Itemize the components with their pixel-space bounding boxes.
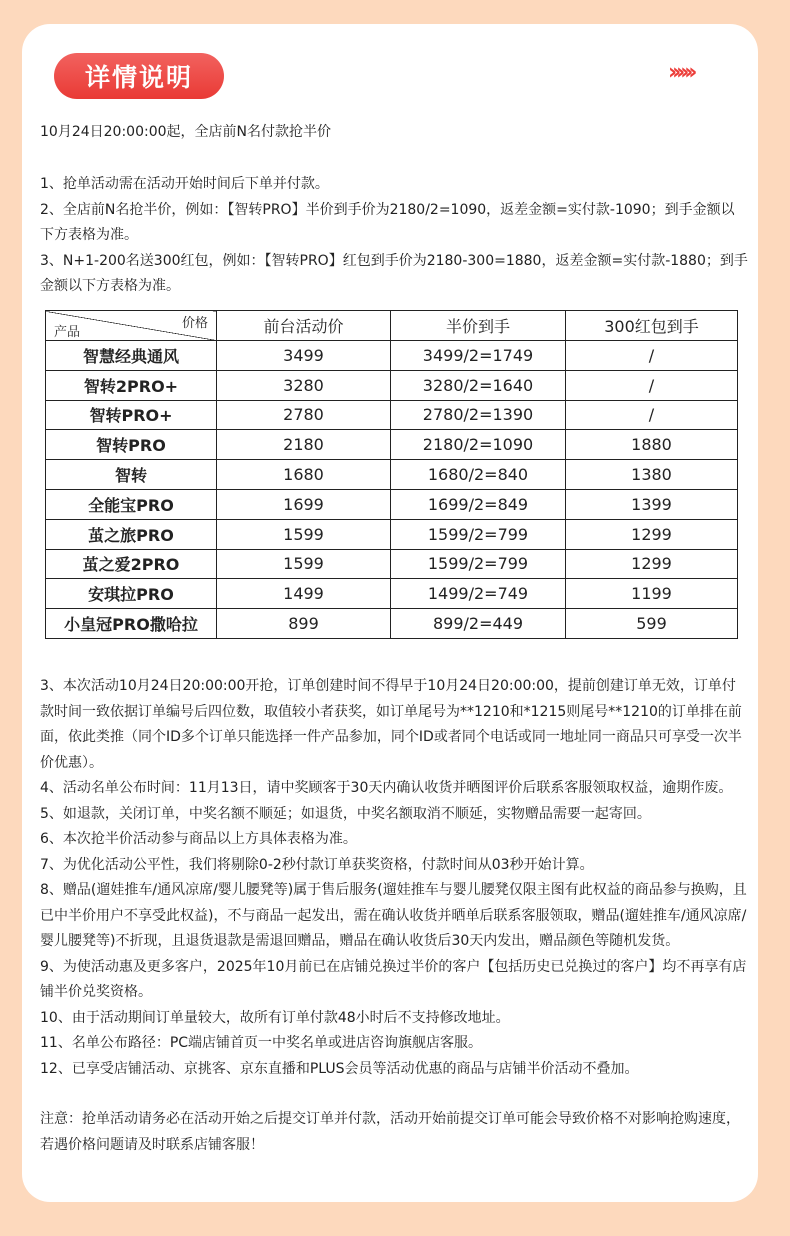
rule-item: 5、如退款，关闭订单，中奖名额不顺延；如退货，中奖名额取消不顺延，实物赠品需要一起寄回。 xyxy=(40,805,651,822)
product-name-cell: 小皇冠PRO撒哈拉 xyxy=(46,609,217,639)
rule-item: 4、活动名单公布时间：11月13日，请中奖顾客于30天内确认收货并晒图评价后联系客服领取权益，逾期作废。 xyxy=(40,780,733,796)
price-cell: 1599/2=799 xyxy=(391,519,566,549)
price-cell: / xyxy=(566,370,738,400)
table-row xyxy=(46,430,738,460)
column-header: 半价到手 xyxy=(391,311,566,341)
rule-item: 10、由于活动期间订单量较大，故所有订单付款48小时后不支持修改地址。 xyxy=(40,1009,510,1026)
product-name-cell: 茧之旅PRO xyxy=(46,519,217,549)
table-row xyxy=(46,489,738,519)
product-name-cell: 智转PRO+ xyxy=(46,400,217,430)
rules-top xyxy=(40,172,748,300)
rule-item: 2、全店前N名抢半价，例如：【智转PRO】半价到手价为2180/2=1090，返差金额=实付款-1090；到手金额以下方表格为准。 xyxy=(40,201,735,243)
price-cell: 899 xyxy=(217,609,391,639)
table-row xyxy=(46,549,738,579)
table-row xyxy=(46,609,738,639)
price-cell: 1599 xyxy=(217,519,391,549)
intro-text: 10月24日20:00:00起，全店前N名付款抢半价 xyxy=(40,124,331,140)
rule-item: 3、N+1-200名送300红包，例如：【智转PRO】红包到手价为2180-300=1880，返差金额=实付款-1880；到手金额以下方表格为准。 xyxy=(40,252,748,294)
price-cell: 3499/2=1749 xyxy=(391,341,566,371)
price-table xyxy=(45,310,738,639)
column-header: 前台活动价 xyxy=(217,311,391,341)
price-cell: 1680/2=840 xyxy=(391,460,566,490)
chevrons-icon: ›››››› xyxy=(668,60,693,85)
price-cell: 1680 xyxy=(217,460,391,490)
table-row xyxy=(46,341,738,371)
product-name-cell: 智转 xyxy=(46,460,217,490)
table-row xyxy=(46,460,738,490)
table-row xyxy=(46,400,738,430)
price-cell: 1699 xyxy=(217,489,391,519)
price-cell: 1699/2=849 xyxy=(391,489,566,519)
price-cell: 1199 xyxy=(566,579,738,609)
rule-item: 6、本次抢半价活动参与商品以上方具体表格为准。 xyxy=(40,831,357,847)
rule-item: 11、名单公布路径：PC端店铺首页一中奖名单或进店咨询旗舰店客服。 xyxy=(40,1035,483,1051)
rule-item: 9、为使活动惠及更多客户，2025年10月前已在店铺兑换过半价的客户【包括历史已兑换过的客户】均不再享有店铺半价兑奖资格。 xyxy=(40,958,747,1000)
table-row xyxy=(46,519,738,549)
corner-product-label: 产品 xyxy=(54,325,81,340)
price-cell: 1299 xyxy=(566,549,738,579)
price-cell: 1880 xyxy=(566,430,738,460)
price-cell: 1399 xyxy=(566,489,738,519)
price-cell: 2180/2=1090 xyxy=(391,430,566,460)
price-cell: 1380 xyxy=(566,460,738,490)
corner-cell xyxy=(46,311,217,341)
rule-item: 1、抢单活动需在活动开始时间后下单并付款。 xyxy=(40,176,329,192)
rule-item: 3、本次活动10月24日20:00:00开抢，订单创建时间不得早于10月24日20:00:00，提前创建订单无效，订单付款时间一致依据订单编号后四位数，取值较小者获奖，如订单尾号为**1210和*1215则尾号**1210的订单排在前面，依此类推（同个ID多个订单只能选择一件产品参加，同个ID或者同个电话或同一地址同一商品只可享受一次半价优惠）。 xyxy=(40,678,742,771)
price-cell: 3499 xyxy=(217,341,391,371)
product-name-cell: 智转2PRO+ xyxy=(46,370,217,400)
table-row xyxy=(46,579,738,609)
price-cell: 899/2=449 xyxy=(391,609,566,639)
price-cell: 599 xyxy=(566,609,738,639)
price-cell: 1499/2=749 xyxy=(391,579,566,609)
price-cell: 1299 xyxy=(566,519,738,549)
price-cell: 3280 xyxy=(217,370,391,400)
product-name-cell: 智转PRO xyxy=(46,430,217,460)
price-cell: 2780/2=1390 xyxy=(391,400,566,430)
price-cell: 2780 xyxy=(217,400,391,430)
price-cell: 1599/2=799 xyxy=(391,549,566,579)
corner-price-label: 价格 xyxy=(181,316,208,331)
price-cell: 2180 xyxy=(217,430,391,460)
column-header: 300红包到手 xyxy=(566,311,738,341)
product-name-cell: 全能宝PRO xyxy=(46,489,217,519)
table-header-row xyxy=(46,311,738,341)
section-title: 详情说明 xyxy=(54,53,224,99)
price-cell: 1499 xyxy=(217,579,391,609)
rule-item: 7、为优化活动公平性，我们将剔除0-2秒付款订单获奖资格，付款时间从03秒开始计算。 xyxy=(40,856,594,873)
price-cell: / xyxy=(566,341,738,371)
rule-item: 12、已享受店铺活动、京挑客、京东直播和PLUS会员等活动优惠的商品与店铺半价活动不叠加。 xyxy=(40,1060,639,1077)
price-cell: 1599 xyxy=(217,549,391,579)
rule-item: 8、赠品(遛娃推车/通风凉席/婴儿腰凳等)属于售后服务(遛娃推车与婴儿腰凳仅限主图有此权益的商品参与换购，且已中半价用户不享受此权益)，不与商品一起发出，需在确认收货并晒单后联系客服领取，赠品(遛娃推车/通风凉席/婴儿腰凳等)不折现，且退货退款是需退回赠品，赠品在确认收货后30天内发出，赠品颜色等随机发货。 xyxy=(40,882,747,949)
product-name-cell: 智慧经典通风 xyxy=(46,341,217,371)
price-cell: / xyxy=(566,400,738,430)
table-row xyxy=(46,370,738,400)
rules-bottom xyxy=(40,674,748,1158)
note-text: 注意：抢单活动请务必在活动开始之后提交订单并付款，活动开始前提交订单可能会导致价格不对影响抢购速度，若遇价格问题请及时联系店铺客服！ xyxy=(40,1111,740,1153)
product-name-cell: 安琪拉PRO xyxy=(46,579,217,609)
product-name-cell: 茧之爱2PRO xyxy=(46,549,217,579)
price-cell: 3280/2=1640 xyxy=(391,370,566,400)
